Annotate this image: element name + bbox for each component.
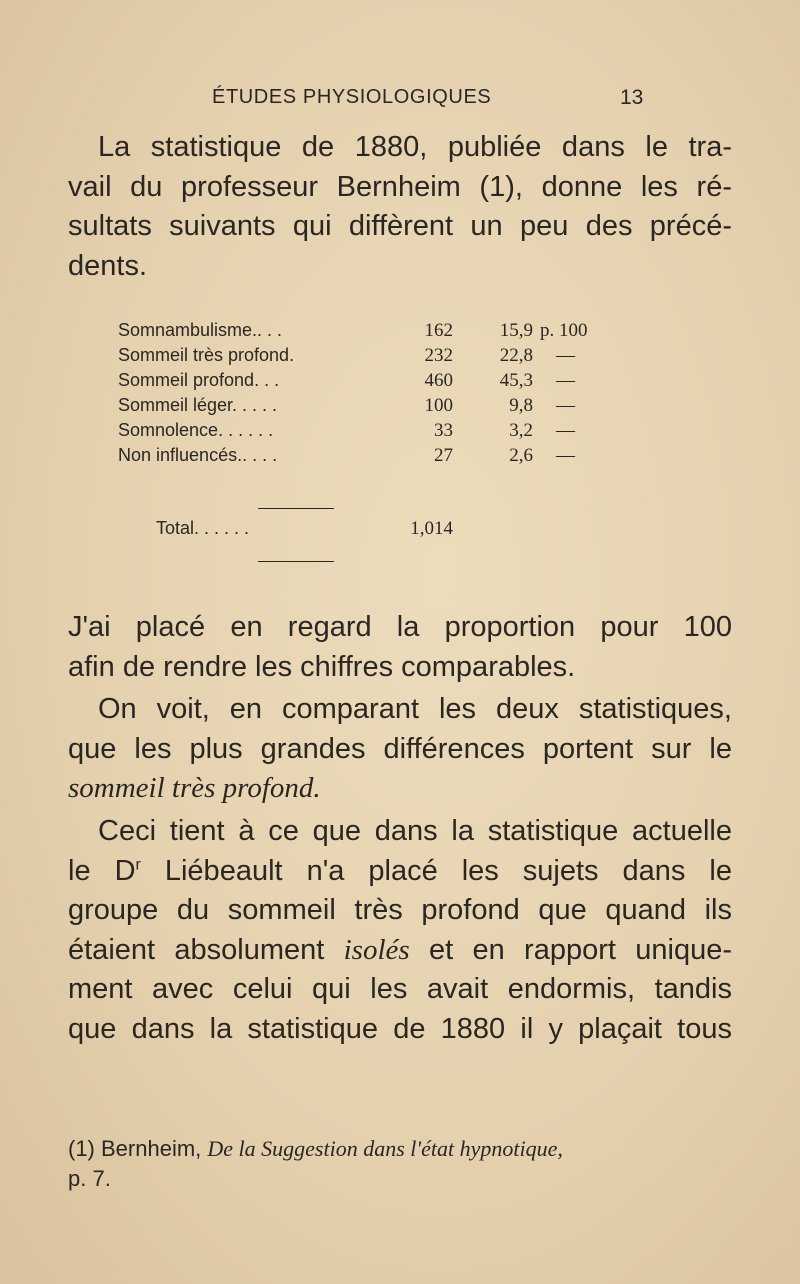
ditto-dash: —	[556, 420, 575, 441]
row-count: 232	[424, 345, 453, 366]
ditto-dash: —	[556, 345, 575, 366]
table-row	[118, 320, 638, 345]
row-percent: 45,3	[499, 370, 533, 391]
text-line: J'ai placé en regard la proportion pour 100	[68, 611, 732, 643]
italic-text: sommeil très profond.	[68, 772, 321, 804]
row-percent: 15,9	[499, 320, 533, 341]
table-total-row	[118, 518, 638, 543]
row-percent: 2,6	[509, 445, 533, 466]
text-segment: étaient absolument	[68, 933, 344, 966]
sum-rule-bottom	[258, 561, 334, 562]
text-line: que les plus grandes différences portent sur le	[68, 732, 732, 765]
text-line: ment avec celui qui les avait endormis, tandis	[68, 973, 732, 1005]
ditto-dash: —	[556, 395, 575, 416]
row-percent: 22,8	[499, 345, 533, 366]
ditto-dash: —	[556, 370, 575, 391]
table-row	[118, 420, 638, 445]
italic-text: isolés	[343, 933, 410, 966]
paragraph	[68, 812, 732, 1049]
row-label: Sommeil très profond.	[118, 345, 295, 365]
text-line: vail du professeur Bernheim (1), donne les ré-	[68, 170, 732, 203]
ditto-dash: —	[556, 445, 575, 466]
total-label: Total. . . . . .	[156, 518, 250, 538]
row-count: 33	[434, 420, 453, 441]
row-label: Somnolence. . . . . .	[118, 420, 274, 440]
text-line: afin de rendre les chiffres comparables.	[68, 650, 576, 683]
total-count: 1,014	[410, 518, 453, 539]
table-row	[118, 345, 638, 370]
table-row	[118, 445, 638, 470]
text-segment: Liébeault n'a placé les sujets dans le	[140, 854, 732, 887]
row-label: Somnambulisme.. . .	[118, 320, 283, 340]
footnote-page: p. 7.	[68, 1166, 111, 1191]
statistics-table	[118, 320, 638, 470]
row-count: 100	[424, 395, 453, 416]
row-label: Sommeil léger. . . . .	[118, 395, 278, 415]
unit-label: p. 100	[540, 320, 588, 341]
paragraph	[68, 690, 732, 809]
row-percent: 3,2	[509, 420, 533, 441]
paragraph	[68, 608, 732, 687]
row-count: 460	[424, 370, 453, 391]
text-line: On voit, en comparant les deux statistiques,	[98, 693, 732, 725]
intro-paragraph	[68, 128, 732, 286]
row-percent: 9,8	[509, 395, 533, 416]
text-line	[68, 852, 732, 892]
page-header	[0, 86, 800, 116]
table-row	[118, 370, 638, 395]
text-line: dents.	[68, 249, 147, 282]
text-line: que dans la statistique de 1880 il y plaçait tous	[68, 1012, 732, 1045]
table-row	[118, 395, 638, 420]
footnote	[68, 1134, 732, 1194]
text-line: groupe du sommeil très profond que quand ils	[68, 894, 732, 926]
text-line: sultats suivants qui diffèrent un peu des précé-	[68, 210, 732, 242]
row-label: Sommeil profond. . .	[118, 370, 280, 390]
text-line: La statistique de 1880, publiée dans le tra-	[98, 131, 732, 163]
text-segment: et en rapport unique-	[409, 933, 732, 966]
text-segment: le D	[68, 854, 136, 887]
row-count: 27	[434, 445, 453, 466]
page-number: 13	[620, 86, 644, 109]
sum-rule-top	[258, 508, 334, 509]
row-count: 162	[424, 320, 453, 341]
row-label: Non influencés.. . . .	[118, 445, 278, 465]
footnote-title: De la Suggestion dans l'état hypnotique,	[207, 1136, 563, 1161]
footnote-prefix: (1) Bernheim,	[68, 1136, 208, 1161]
text-line: Ceci tient à ce que dans la statistique actuelle	[98, 815, 732, 847]
text-line	[68, 931, 732, 971]
superscript: r	[135, 855, 141, 873]
running-title: ÉTUDES PHYSIOLOGIQUES	[212, 86, 492, 108]
